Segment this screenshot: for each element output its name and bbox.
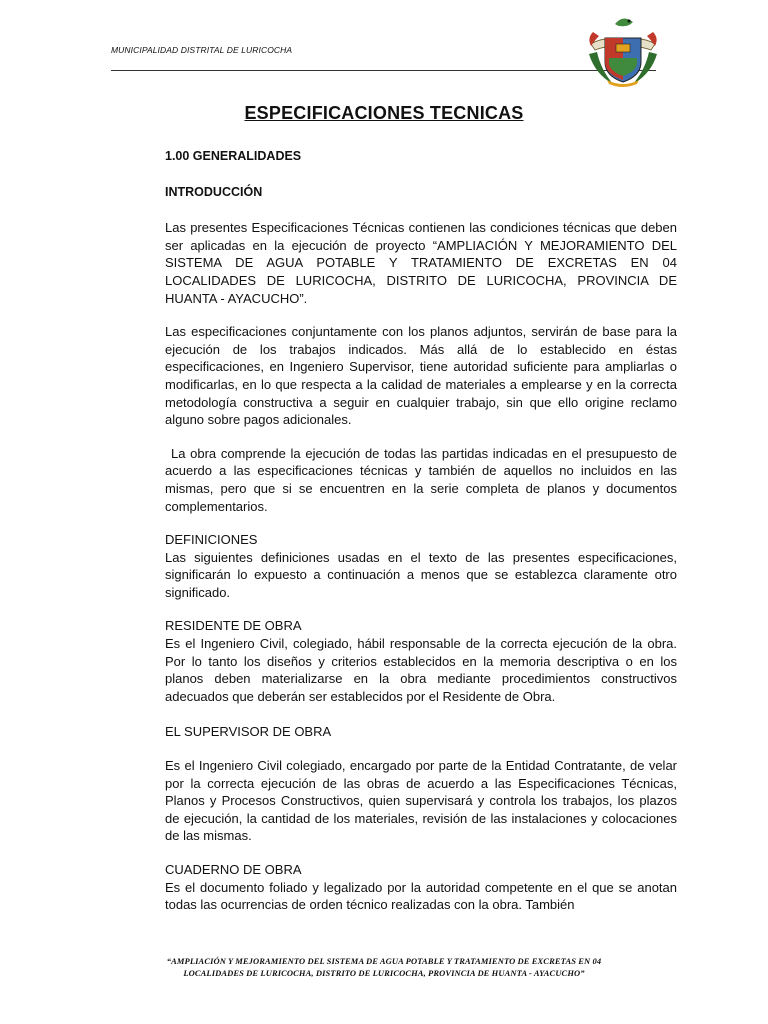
section-heading-residente: RESIDENTE DE OBRA	[165, 618, 302, 634]
page-title: ESPECIFICACIONES TECNICAS	[244, 103, 524, 123]
residente-paragraph: Es el Ingeniero Civil, colegiado, hábil responsable de la correcta ejecución de la obra. Por lo tanto los diseños y criterios establecidos en la memoria descriptiva o en los planos deben materializarse en la obra mediante procedimientos constructivos adecuados que deberán ser establecidos por el Residente de Obra.	[165, 636, 677, 704]
supervisor-paragraph: Es el Ingeniero Civil colegiado, encargado por parte de la Entidad Contratante, de velar por la correcta ejecución de las obras de acuerdo a las Especificaciones Técnicas, Planos y Procesos Constructivos, quien supervisará y controla los trabajos, los plazos de ejecución, la cantidad de los materiales, revisión de las instalaciones y colocaciones de las mismas.	[165, 758, 677, 844]
definiciones-paragraph: Las siguientes definiciones usadas en el texto de las presentes especificaciones, significarán lo expuesto a continuación a menos que se establezca claramente otro significado.	[165, 549, 677, 600]
section-heading-generalidades: 1.00 GENERALIDADES	[165, 149, 302, 163]
section-heading-definiciones: DEFINICIONES	[165, 532, 258, 548]
footer-line-1: “AMPLIACIÓN Y MEJORAMIENTO DEL SISTEMA DE AGUA POTABLE Y TRATAMIENTO DE EXCRETAS EN 04	[166, 956, 602, 966]
intro-paragraph-2: Las especificaciones conjuntamente con los planos adjuntos, servirán de base para la ejecución de los trabajos indicados. Más allá de lo establecido en éstas especificaciones, en Ingeniero Supervisor, tiene autoridad suficiente para ampliarlas o modificarlas, en lo que respecta a la calidad de materiales a emplearse y en la correcta metodología constructiva a seguir en cualquier trabajo, sin que ello origine reclamo alguno sobre pagos adicionales.	[165, 324, 677, 428]
section-heading-cuaderno: CUADERNO DE OBRA	[165, 862, 302, 877]
footer-line-2: LOCALIDADES DE LURICOCHA, DISTRITO DE LURICOCHA, PROVINCIA DE HUANTA - AYACUCHO”	[183, 967, 585, 978]
document-body	[165, 148, 677, 914]
municipality-header: MUNICIPALIDAD DISTRITAL DE LURICOCHA	[111, 45, 293, 55]
section-heading-introduccion: INTRODUCCIÓN	[165, 184, 263, 199]
footer	[0, 956, 768, 979]
header-divider	[111, 70, 656, 71]
section-heading-supervisor: EL SUPERVISOR DE OBRA	[165, 724, 332, 740]
municipal-crest-icon	[585, 14, 661, 88]
intro-paragraph-1: Las presentes Especificaciones Técnicas contienen las condiciones técnicas que deben ser aplicadas en la ejecución de proyecto “AMPLIACIÓN Y MEJORAMIENTO DEL SISTEMA DE AGUA POTABLE Y TRATAMIENTO DE EXCRETAS EN 04 LOCALIDADES DE LURICOCHA, DISTRITO DE LURICOCHA, PROVINCIA DE HUANTA - AYACUCHO”.	[165, 220, 677, 306]
cuaderno-paragraph: Es el documento foliado y legalizado por la autoridad competente en el que se anotan todas las ocurrencias de orden técnico realizadas con la obra. También	[165, 879, 677, 913]
intro-paragraph-3: La obra comprende la ejecución de todas las partidas indicadas en el presupuesto de acuerdo a las especificaciones técnicas y también de aquellos no incluidos en las mismas, pero que si se encuentren en la serie completa de planos y documentos complementarios.	[165, 445, 677, 514]
